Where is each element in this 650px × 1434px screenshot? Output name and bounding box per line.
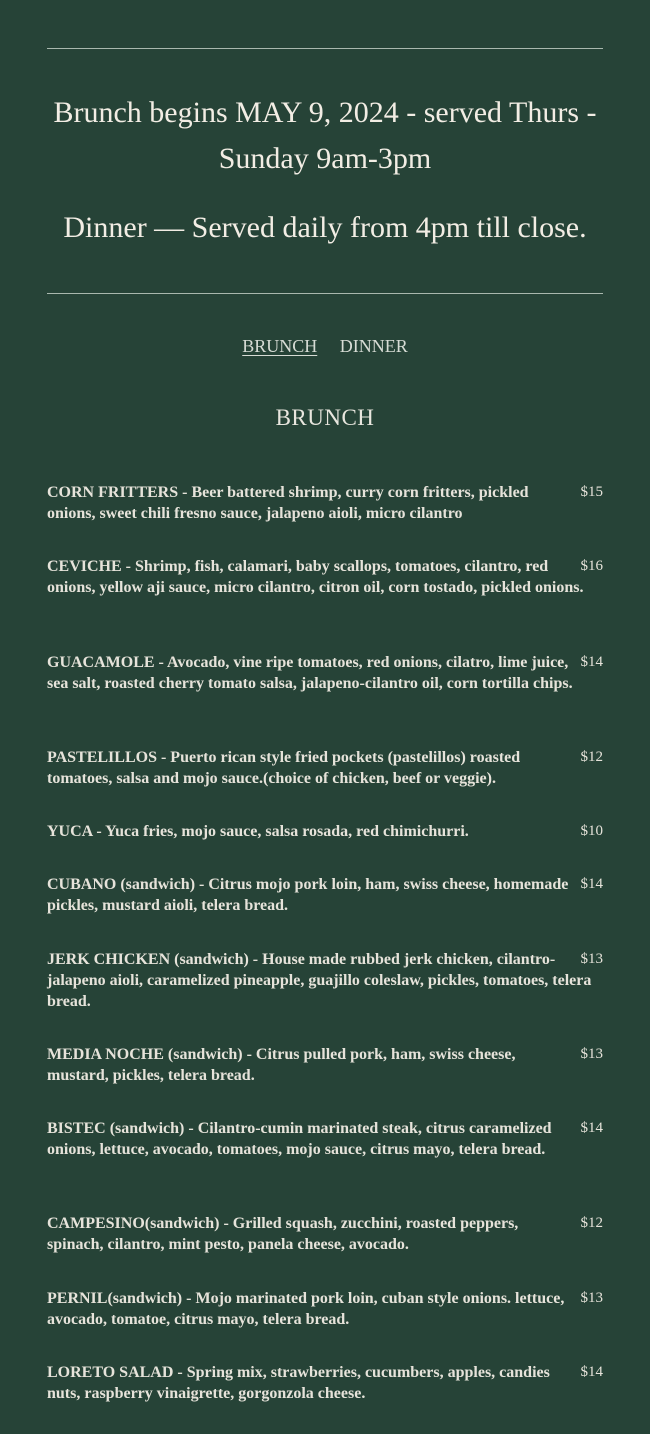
menu-item: [47, 949, 603, 1012]
menu-item-price: $14: [580, 654, 603, 670]
menu-item-description: MEDIA NOCHE (sandwich) - Citrus pulled pork, ham, swiss cheese, mustard, pickles, telera bread.: [47, 1046, 516, 1084]
menu-item-price: $15: [580, 484, 603, 500]
menu-item-price: $13: [580, 1290, 603, 1306]
menu-item-description: PASTELILLOS - Puerto rican style fried pockets (pastelillos) roasted tomatoes, salsa and mojo sauce.(choice of chicken, beef or veggie).: [47, 749, 521, 787]
menu-item: [47, 1362, 603, 1404]
menu-item-price: $10: [580, 823, 603, 839]
menu-item: [47, 1213, 603, 1255]
menu-item-description: CORN FRITTERS - Beer battered shrimp, curry corn fritters, pickled onions, sweet chili fresno sauce, jalapeno aioli, micro cilantro: [47, 484, 529, 522]
menu-item-price: $13: [580, 951, 603, 967]
menu-item-description: YUCA - Yuca fries, mojo sauce, salsa rosada, red chimichurri.: [47, 823, 469, 840]
tab-dinner[interactable]: DINNER: [339, 336, 408, 356]
menu-item-price: $12: [580, 749, 603, 765]
menu-item-price: $13: [580, 1046, 603, 1062]
menu-item-description: CAMPESINO(sandwich) - Grilled squash, zucchini, roasted peppers, spinach, cilantro, mint pesto, panela cheese, avocado.: [47, 1215, 519, 1253]
brunch-hours-text: Brunch begins MAY 9, 2024 - served Thurs - Sunday 9am-3pm: [53, 96, 597, 175]
menu-item: [47, 747, 603, 789]
bottom-divider: [47, 293, 603, 294]
menu-item: [47, 1288, 603, 1330]
menu-item-description: LORETO SALAD - Spring mix, strawberries, cucumbers, apples, candies nuts, raspberry vinaigrette, gorgonzola cheese.: [47, 1364, 550, 1402]
menu-item-description: CEVICHE - Shrimp, fish, calamari, baby scallops, tomatoes, cilantro, red onions, yellow aji sauce, micro cilantro, citron oil, corn tostado, pickled onions.: [47, 558, 584, 596]
menu-item-price: $14: [580, 876, 603, 892]
menu-item-description: GUACAMOLE - Avocado, vine ripe tomatoes, red onions, cilatro, lime juice, sea salt, roasted cherry tomato salsa, jalapeno-cilantro oil, corn tortilla chips.: [47, 654, 573, 692]
menu-tabs: [0, 336, 650, 357]
dinner-hours-text: Dinner — Served daily from 4pm till close.: [63, 211, 587, 244]
menu-item-price: $16: [580, 558, 603, 574]
menu-item-price: $14: [580, 1364, 603, 1380]
menu-item-description: BISTEC (sandwich) - Cilantro-cumin marinated steak, citrus caramelized onions, lettuce, avocado, tomatoes, mojo sauce, citrus mayo, telera bread.: [47, 1120, 552, 1158]
menu-item-description: PERNIL(sandwich) - Mojo marinated pork loin, cuban style onions. lettuce, avocado, tomatoe, citrus mayo, telera bread.: [47, 1290, 565, 1328]
menu-item: [47, 482, 603, 524]
menu-item-price: $12: [580, 1215, 603, 1231]
menu-item: [47, 652, 603, 694]
menu-item: [47, 556, 603, 598]
menu-item-price: $14: [580, 1120, 603, 1136]
menu-item: [47, 874, 603, 916]
menu-item: [47, 821, 603, 842]
top-divider: [47, 48, 603, 49]
menu-item-description: CUBANO (sandwich) - Citrus mojo pork loin, ham, swiss cheese, homemade pickles, mustard aioli, telera bread.: [47, 876, 569, 914]
menu-item: [47, 1118, 603, 1160]
menu-item-description: JERK CHICKEN (sandwich) - House made rubbed jerk chicken, cilantro-jalapeno aioli, caramelized pineapple, guajillo coleslaw, pickles, tomatoes, telera bread.: [47, 951, 592, 1010]
section-title: BRUNCH: [275, 405, 375, 430]
menu-item: [47, 1044, 603, 1086]
tab-brunch[interactable]: BRUNCH: [242, 336, 318, 356]
